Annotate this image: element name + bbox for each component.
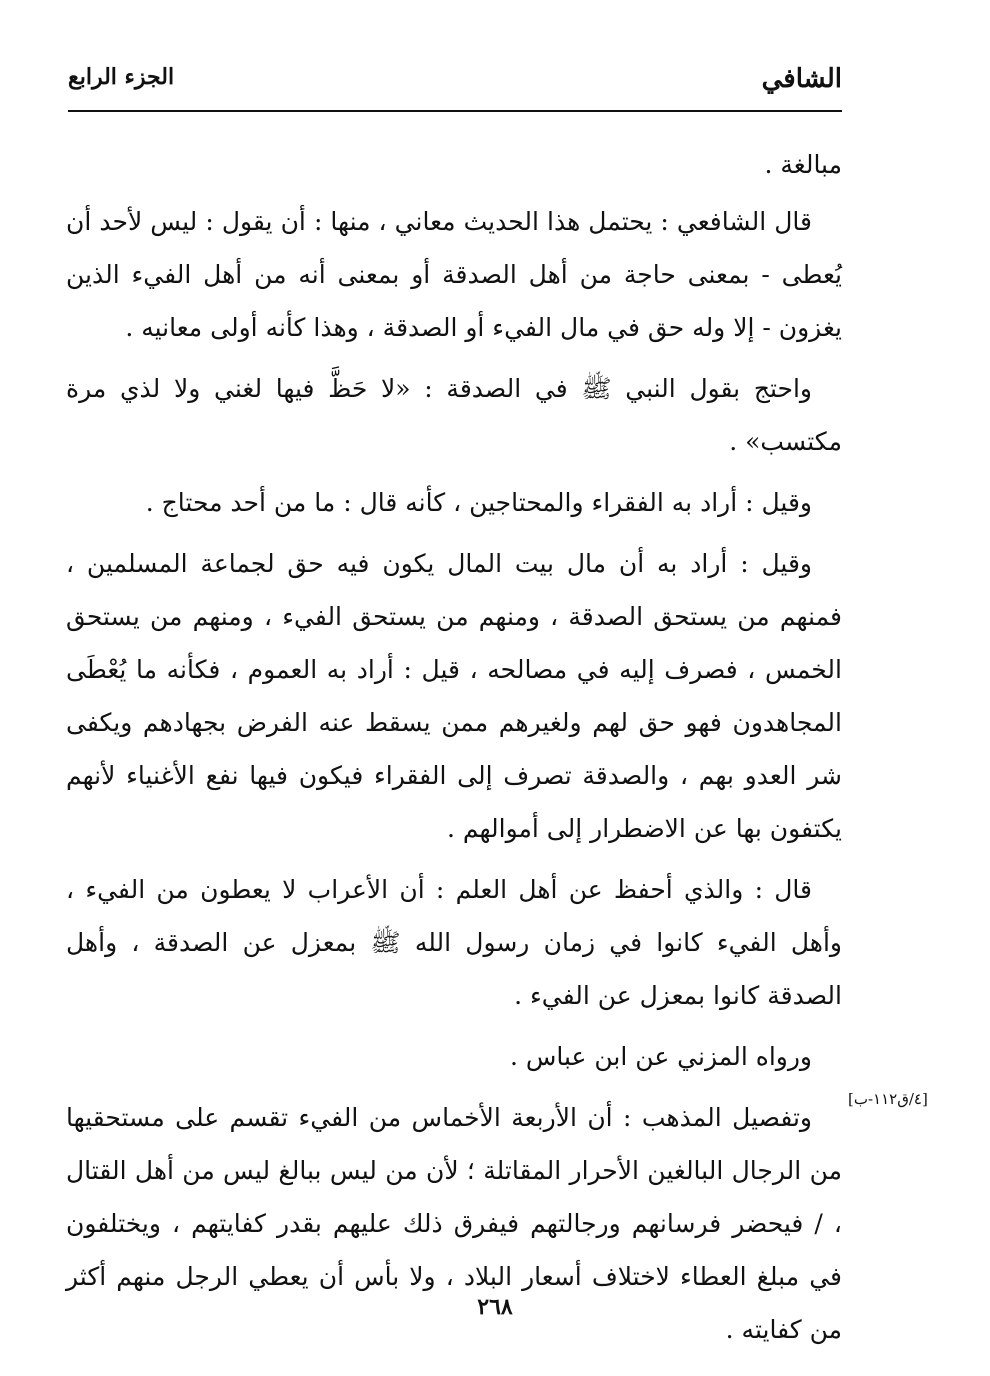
paragraph-6: قال : والذي أحفظ عن أهل العلم : أن الأعراب لا يعطون من الفيء ، وأهل الفيء كانوا في زمان رسول الله ﷺ بمعزل عن الصدقة ، وأهل الصدقة كانوا بمعزل عن الفيء .: [66, 875, 842, 1010]
paragraph-8: وتفصيل المذهب : أن الأربعة الأخماس من الفيء تقسم على مستحقيها من الرجال البالغين الأحرار المقاتلة ؛ لأن من ليس ببالغ ليس من أهل القتال ، / فيحضر فرسانهم ورجالتهم فيفرق ذلك عليهم بقدر كفايتهم ، ويختلفون في مبلغ العطاء لاختلاف أسعار البلاد ، ولا بأس أن يعطي الرجل منهم أكثر من كفايته .: [66, 1103, 842, 1344]
manuscript-folio-note: [٤/ق١١٢-ب]: [848, 1090, 928, 1108]
page-number: ٢٦٨: [477, 1294, 513, 1320]
paragraph-2: قال الشافعي : يحتمل هذا الحديث معاني ، منها : أن يقول : ليس لأحد أن يُعطى - بمعنى حاجة من أهل الصدقة أو بمعنى أنه من أهل الفيء الذين يغزون - إلا وله حق في مال الفيء أو الصدقة ، وهذا كأنه أولى معانيه .: [66, 207, 842, 342]
paragraph-7: ورواه المزني عن ابن عباس .: [509, 1042, 812, 1071]
paragraph-5: وقيل : أراد به أن مال بيت المال يكون فيه حق لجماعة المسلمين ، فمنهم من يستحق الصدقة ، ومنهم من يستحق الفيء ، ومنهم من يستحق الخمس ، فصرف إليه في مصالحه ، قيل : أراد به العموم ، فكأنه ما يُعْطَى المجاهدون فهو حق لهم ولغيرهم ممن يسقط عنه الفرض بجهادهم ويكفى شر العدو بهم ، والصدقة تصرف إلى الفقراء فيكون فيها نفع الأغنياء لأنهم يكتفون بها عن الاضطرار إلى أموالهم .: [66, 549, 842, 843]
paragraph-1: مبالغة .: [764, 150, 842, 179]
header-divider: [68, 110, 842, 112]
volume-title: الجزء الرابع: [68, 64, 175, 90]
page-header: [68, 60, 842, 112]
book-title: الشافي: [761, 64, 842, 94]
paragraph-3: واحتج بقول النبي ﷺ في الصدقة : «لا حَظَّ فيها لغني ولا لذي مرة مكتسب» .: [66, 374, 842, 456]
page-body: [66, 138, 842, 1364]
paragraph-4: وقيل : أراد به الفقراء والمحتاجين ، كأنه قال : ما من أحد محتاج .: [145, 488, 812, 517]
